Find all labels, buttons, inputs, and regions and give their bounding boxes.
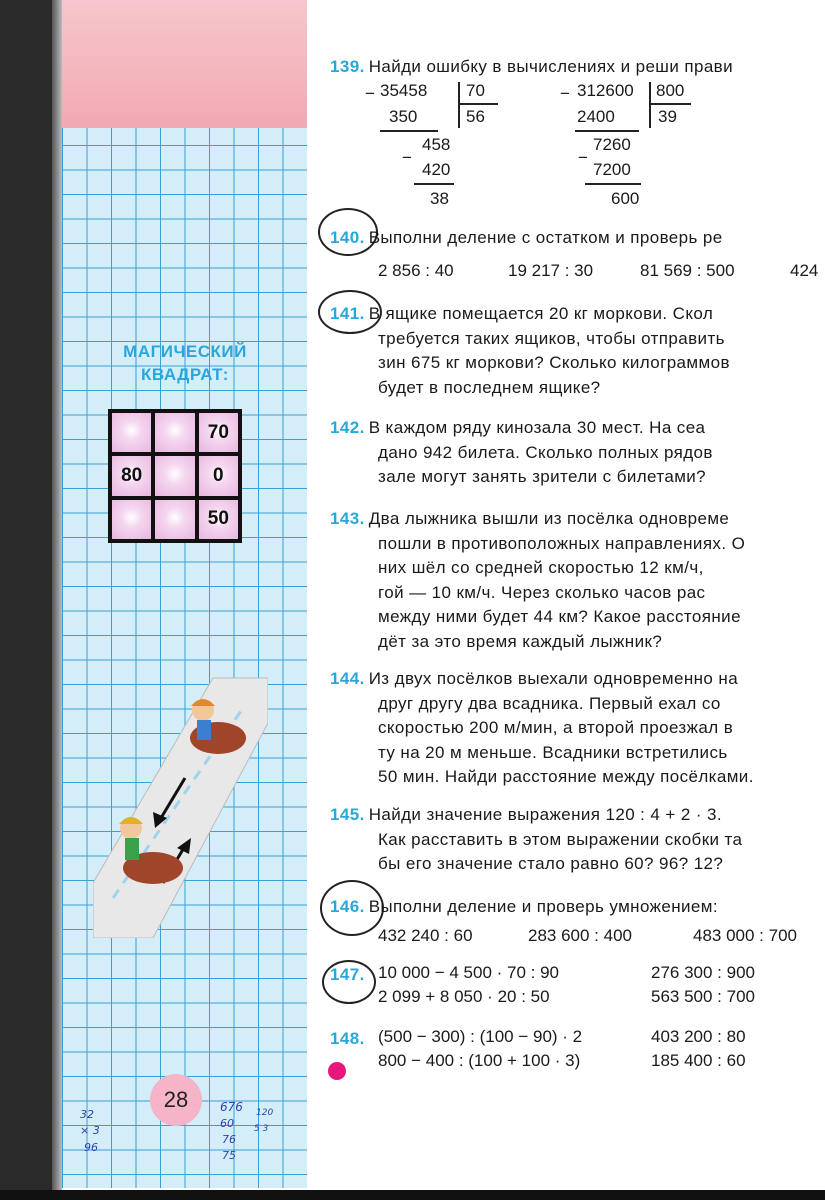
expression: 424 bbox=[790, 261, 819, 280]
pencil-note: × 3 bbox=[80, 1124, 100, 1137]
partial-subtrahend: 7200 bbox=[593, 160, 631, 179]
problem-number: 145. bbox=[330, 805, 365, 824]
problem-line: между ними будет 44 км? Какое расстояние bbox=[378, 607, 741, 626]
problem-line: В ящике помещается 20 кг моркови. Скол bbox=[368, 304, 714, 323]
magic-cell: 0 bbox=[199, 456, 238, 495]
pencil-note: 120 bbox=[256, 1108, 274, 1118]
page-bottom-edge bbox=[0, 1190, 825, 1200]
problem-line: ту на 20 м меньше. Всадники встретились bbox=[378, 742, 728, 762]
expression: 185 400 : 60 bbox=[651, 1051, 746, 1070]
page-number: 28 bbox=[150, 1074, 202, 1126]
divisor: 70 bbox=[466, 81, 485, 100]
problem-line: скоростью 200 м/мин, а второй проезжал в bbox=[378, 718, 734, 737]
problem-text: Выполни деление и проверь умножением: bbox=[368, 897, 718, 916]
problem-146 bbox=[330, 895, 825, 920]
problem-text: Выполни деление с остатком и проверь ре bbox=[368, 228, 723, 247]
problem-number: 142. bbox=[330, 418, 365, 437]
pencil-note: 5 3 bbox=[254, 1124, 269, 1134]
pink-header-band bbox=[62, 0, 307, 128]
problem-line: будет в последнем ящике? bbox=[378, 377, 601, 397]
problem-140 bbox=[330, 226, 825, 251]
problem-line: Найди значение выражения 120 : 4 + 2 · 3. bbox=[368, 805, 722, 824]
page-binding-edge bbox=[0, 0, 62, 1200]
magic-cell[interactable] bbox=[155, 500, 194, 539]
quotient: 39 bbox=[658, 107, 677, 126]
expression: 2 099 + 8 050 · 20 : 50 bbox=[378, 987, 550, 1006]
problem-line: В каждом ряду кинозала 30 мест. На сеа bbox=[368, 418, 706, 437]
problem-line: дано 942 билета. Сколько полных рядов bbox=[378, 442, 713, 462]
problem-141 bbox=[330, 302, 825, 400]
pencil-note: 75 bbox=[222, 1149, 236, 1162]
problem-line: бы его значение стало равно 60? 96? 12? bbox=[378, 854, 724, 873]
partial-dividend: 7260 bbox=[593, 135, 631, 154]
subtrahend: 2400 bbox=[577, 107, 615, 126]
pencil-note: 76 bbox=[222, 1133, 236, 1146]
magic-cell: 70 bbox=[199, 413, 238, 452]
expression: 81 569 : 500 bbox=[640, 261, 735, 280]
problem-number: 147. bbox=[330, 965, 365, 984]
magic-cell[interactable] bbox=[112, 413, 151, 452]
expression: 403 200 : 80 bbox=[651, 1027, 746, 1046]
problem-number: 146. bbox=[330, 897, 365, 916]
subtrahend: 350 bbox=[389, 107, 418, 126]
dividend: 35458 bbox=[380, 81, 428, 100]
pencil-note: 60 bbox=[220, 1117, 234, 1130]
pink-dot-marker bbox=[328, 1062, 346, 1080]
quotient: 56 bbox=[466, 107, 485, 126]
problem-number: 148. bbox=[330, 1029, 365, 1048]
problem-line: 50 мин. Найди расстояние между посёлками. bbox=[378, 767, 754, 786]
pencil-note: 96 bbox=[84, 1141, 98, 1154]
problem-line: зале могут занять зрители с билетами? bbox=[378, 467, 707, 486]
expression: (500 − 300) : (100 − 90) · 2 bbox=[378, 1027, 583, 1046]
problem-text: Найди ошибку в вычислениях и реши прави bbox=[368, 57, 734, 76]
problem-number: 143. bbox=[330, 509, 365, 528]
problem-number: 144. bbox=[330, 669, 365, 688]
remainder: 600 bbox=[611, 189, 640, 208]
magic-cell[interactable] bbox=[155, 413, 194, 452]
expression: 432 240 : 60 bbox=[378, 926, 473, 945]
problem-line: Из двух посёлков выехали одновременно на bbox=[368, 669, 739, 688]
partial-subtrahend: 420 bbox=[422, 160, 451, 179]
expression: 10 000 − 4 500 · 70 : 90 bbox=[378, 963, 560, 982]
problem-number: 141. bbox=[330, 304, 365, 323]
problem-number: 140. bbox=[330, 228, 365, 247]
expression: 800 − 400 : (100 + 100 · 3) bbox=[378, 1051, 581, 1070]
pencil-note: 32 bbox=[80, 1108, 94, 1121]
problem-142 bbox=[330, 416, 825, 490]
magic-cell: 80 bbox=[112, 456, 151, 495]
expression: 563 500 : 700 bbox=[651, 987, 755, 1006]
dividend: 312600 bbox=[577, 81, 634, 100]
problem-line: Как расставить в этом выражении скобки та bbox=[378, 829, 743, 849]
magic-cell[interactable] bbox=[112, 500, 151, 539]
remainder: 38 bbox=[430, 189, 449, 208]
expression: 2 856 : 40 bbox=[378, 261, 454, 280]
expression: 19 217 : 30 bbox=[508, 261, 594, 280]
problem-line: гой — 10 км/ч. Через сколько часов рас bbox=[378, 582, 706, 602]
problem-line: Два лыжника вышли из посёлка одновреме bbox=[368, 509, 730, 528]
problem-145 bbox=[330, 803, 825, 877]
problem-line: друг другу два всадника. Первый ехал со bbox=[378, 693, 721, 713]
magic-cell: 50 bbox=[199, 500, 238, 539]
expression: 283 600 : 400 bbox=[528, 926, 632, 945]
grid-margin bbox=[62, 0, 307, 1188]
magic-title-line1: МАГИЧЕСКИЙ bbox=[123, 342, 247, 361]
divisor: 800 bbox=[656, 81, 685, 100]
problem-line: них шёл со средней скоростью 12 км/ч, bbox=[378, 558, 704, 577]
magic-square-title bbox=[75, 340, 295, 386]
problem-line: дёт за это время каждый лыжник? bbox=[378, 631, 663, 651]
problem-144 bbox=[330, 667, 825, 790]
horse-riders-illustration bbox=[93, 668, 268, 938]
problem-line: зин 675 кг моркови? Сколько килограммов bbox=[378, 353, 730, 372]
magic-square bbox=[108, 409, 242, 543]
problem-number: 139. bbox=[330, 57, 365, 76]
expression: 483 000 : 700 bbox=[693, 926, 797, 945]
problem-line: требуется таких ящиков, чтобы отправить bbox=[378, 328, 725, 348]
problem-line: пошли в противоположных направлениях. О bbox=[378, 533, 746, 553]
magic-cell[interactable] bbox=[155, 456, 194, 495]
partial-dividend: 458 bbox=[422, 135, 451, 154]
problem-143 bbox=[330, 507, 825, 654]
pencil-note: 676 bbox=[220, 1100, 243, 1114]
problem-139 bbox=[330, 55, 825, 80]
magic-title-line2: КВАДРАТ: bbox=[141, 365, 229, 384]
expression: 276 300 : 900 bbox=[651, 963, 755, 982]
